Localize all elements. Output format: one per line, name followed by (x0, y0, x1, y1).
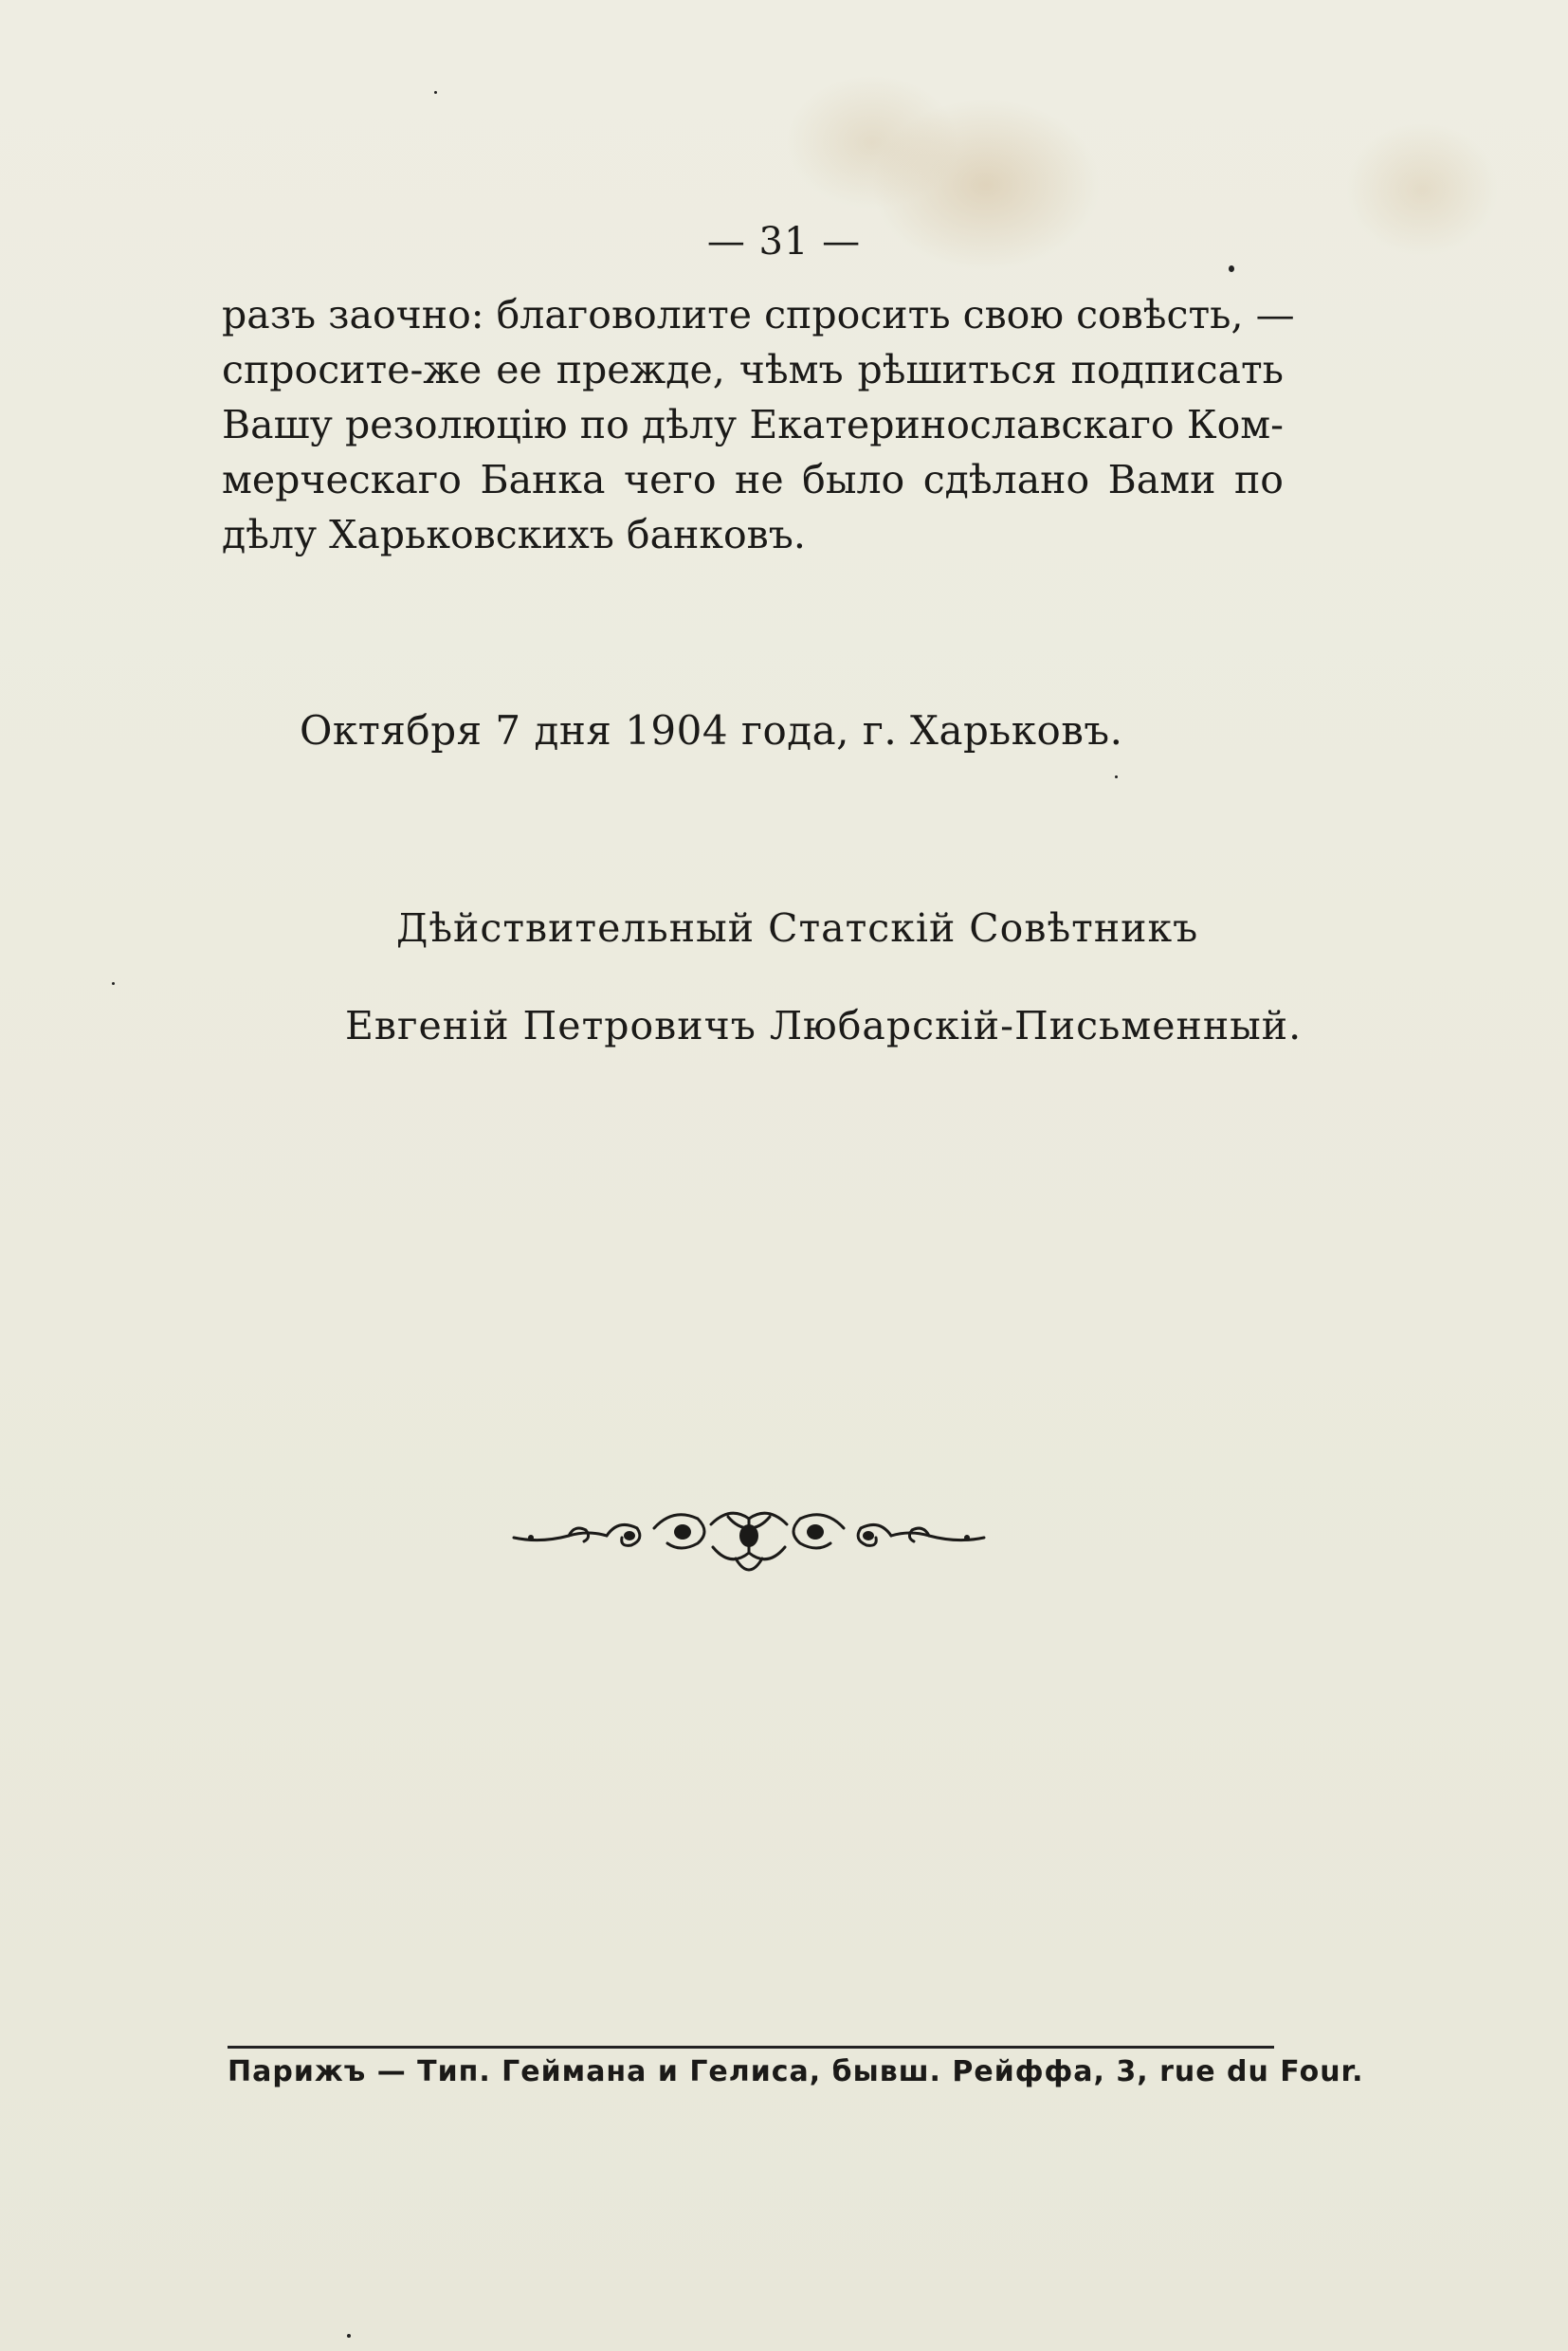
signature-title: Дѣйствительный Статскій Совѣтникъ (396, 905, 1199, 951)
paragraph-line: мерческаго Банка чего не было сдѣлано Вами по (222, 457, 1284, 502)
paragraph-line: дѣлу Харьковскихъ банковъ. (222, 512, 806, 557)
paper-speck (434, 91, 437, 94)
printer-imprint: Парижъ — Тип. Геймана и Гелиса, бывш. Рейффа, 3, rue du Four. (228, 2055, 1364, 2088)
paper-speck (112, 982, 115, 985)
ornament-flourish-icon (512, 1490, 986, 1585)
paper-speck (1115, 775, 1118, 778)
paper-speck (1229, 265, 1234, 272)
footer-rule (228, 2046, 1274, 2049)
paragraph-line: Вашу резолюцію по дѣлу Екатеринославскаго Ком- (222, 402, 1284, 447)
paragraph-line: спросите-же ее прежде, чѣмъ рѣшиться подписать (222, 347, 1284, 392)
paragraph (222, 287, 1295, 562)
paragraph-line: разъ заочно: благоволите спросить свою совѣсть, — (222, 292, 1295, 337)
page-number: — 31 — (706, 220, 862, 264)
paper-speck (347, 2334, 351, 2338)
signature-name: Евгеній Петровичъ Любарскій-Письменный. (345, 1003, 1303, 1048)
date-place: Октября 7 дня 1904 года, г. Харьковъ. (300, 707, 1123, 754)
